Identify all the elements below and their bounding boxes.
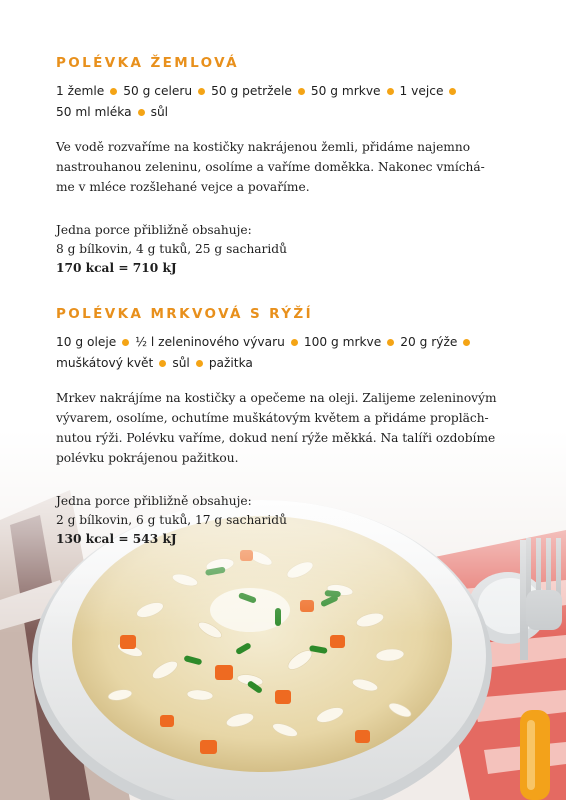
bullet-dot-icon [122,339,129,346]
recipe-polevka-zemlova [56,55,506,278]
bullet-dot-icon [291,339,298,346]
ingredient: 50 g petržele [211,84,292,98]
ingredients-line [56,353,506,374]
ingredient: 100 g mrkve [303,335,382,349]
method-line: nutou rýži. Polévku vaříme, dokud není rýže měkká. Na talíři ozdobíme [56,431,496,445]
recipe-title: POLÉVKA ŽEMLOVÁ [56,55,239,71]
ingredient: 10 g oleje [56,335,117,349]
bullet-dot-icon [196,360,203,367]
bullet-dot-icon [138,109,145,116]
bullet-dot-icon [463,339,470,346]
ingredient: sůl [150,105,169,119]
energy-value: 170 kcal = 710 kJ [56,261,177,275]
ingredient: 50 ml mléka [56,105,132,119]
nutrition-label: Jedna porce přibližně obsahuje: [56,223,252,237]
method-text [56,388,506,468]
ingredient: 1 žemle [56,84,105,98]
energy-value: 130 kcal = 543 kJ [56,532,177,546]
ingredients-line [56,81,506,102]
bullet-dot-icon [198,88,205,95]
method-text [56,137,506,197]
ingredients-list [56,332,506,374]
method-line: nastrouhanou zeleninu, osolíme a vaříme doměkka. Nakonec vmíchá- [56,160,485,174]
bullet-dot-icon [298,88,305,95]
bullet-dot-icon [387,339,394,346]
bullet-dot-icon [159,360,166,367]
ingredient: muškátový květ [56,356,154,370]
method-line: me v mléce rozšlehané vejce a povaříme. [56,180,310,194]
nutrition-label: Jedna porce přibližně obsahuje: [56,494,252,508]
ingredients-line [56,332,506,353]
ingredient: 50 g mrkve [310,84,381,98]
bullet-dot-icon [449,88,456,95]
ingredient: sůl [172,356,190,370]
nutrition-values: 8 g bílkovin, 4 g tuků, 25 g sacharidů [56,242,287,256]
ingredient: ½ l zeleninového vývaru [135,335,285,349]
bullet-dot-icon [110,88,117,95]
nutrition-values: 2 g bílkovin, 6 g tuků, 17 g sacharidů [56,513,287,527]
bullet-dot-icon [387,88,394,95]
recipe-title: POLÉVKA MRKVOVÁ S RÝŽÍ [56,306,314,322]
method-line: polévku pokrájenou pažitkou. [56,451,239,465]
ingredient: pažitka [208,356,253,370]
method-line: Mrkev nakrájíme na kostičky a opečeme na oleji. Zalijeme zeleninovým [56,391,497,405]
ingredients-list [56,81,506,123]
recipe-polevka-mrkvova [56,306,506,549]
ingredients-line [56,102,506,123]
ingredient: 50 g celeru [123,84,193,98]
nutrition-info [56,221,506,278]
nutrition-info [56,492,506,549]
method-line: vývarem, osolíme, ochutíme muškátovým květem a přidáme propläch- [56,411,489,425]
ingredient: 1 vejce [399,84,444,98]
ingredient: 20 g rýže [400,335,458,349]
method-line: Ve vodě rozvaříme na kostičky nakrájenou žemli, přidáme najemno [56,140,471,154]
